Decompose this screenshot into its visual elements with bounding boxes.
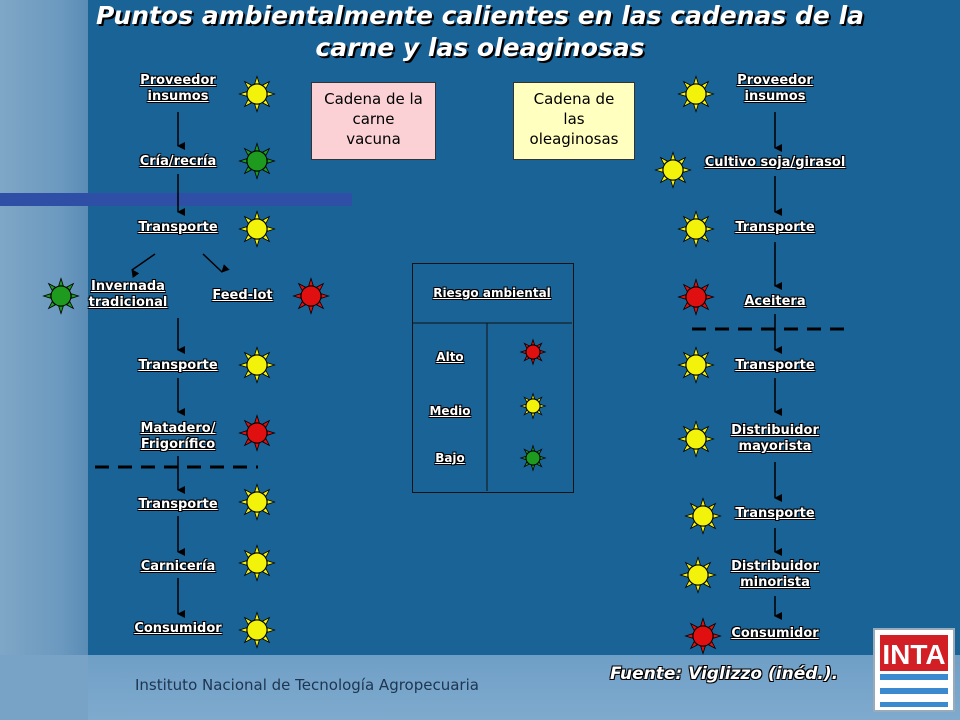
inta-logo-graphic xyxy=(875,630,953,710)
slide-title: Puntos ambientalmente calientes en las cadenas de la carne y las oleaginosas xyxy=(95,1,865,62)
node-consumidor-right: Consumidor xyxy=(731,626,819,641)
node-distribuidor-mayorista: Distribuidor mayorista xyxy=(731,423,819,454)
node-distribuidor-minorista: Distribuidor minorista xyxy=(731,559,819,590)
sun-icon-left-1 xyxy=(240,144,275,179)
sun-icon-left-9 xyxy=(240,613,275,648)
sun-icon-left-7 xyxy=(240,485,275,520)
sun-icon-left-8 xyxy=(240,546,275,581)
legend-title: Riesgo ambiental xyxy=(433,286,551,300)
sun-icon-right-5 xyxy=(679,422,714,457)
node-matadero: Matadero/ Frigorífico xyxy=(140,421,216,452)
node-consumidor-left: Consumidor xyxy=(134,621,222,636)
sun-icon-right-4 xyxy=(679,348,714,383)
node-proveedor-insumos-right: Proveedor insumos xyxy=(737,73,813,104)
legend-medio-label: Medio xyxy=(429,404,471,418)
legend-bajo-label: Bajo xyxy=(435,451,465,465)
inta-logo xyxy=(873,628,955,712)
node-transporte-left-2: Transporte xyxy=(138,358,218,373)
sun-icon-right-7 xyxy=(681,558,716,593)
node-cultivo: Cultivo soja/girasol xyxy=(704,155,846,170)
sun-icon-right-0 xyxy=(679,77,714,112)
sun-icon-left-3 xyxy=(44,279,79,314)
node-transporte-left-1: Transporte xyxy=(138,220,218,235)
sun-icon-left-0 xyxy=(240,77,275,112)
node-transporte-right-2: Transporte xyxy=(735,358,815,373)
box-cadena-carne-text: Cadena de la carne vacuna xyxy=(324,90,423,148)
node-transporte-right-1: Transporte xyxy=(735,220,815,235)
node-feed-lot: Feed-lot xyxy=(212,288,273,303)
arrow xyxy=(203,254,222,272)
logo-text: INTA xyxy=(882,639,946,670)
box-cadena-oleaginosas xyxy=(513,82,635,160)
sun-icon-right-1 xyxy=(656,153,691,188)
sun-icon-right-3 xyxy=(679,280,714,315)
sun-icon-left-6 xyxy=(240,416,275,451)
sun-icon-left-5 xyxy=(240,348,275,383)
sun-icon-left-2 xyxy=(240,212,275,247)
source-note: Fuente: Viglizzo (inéd.). xyxy=(610,664,839,684)
node-aceitera: Aceitera xyxy=(744,294,806,309)
footer-institution: Instituto Nacional de Tecnología Agropecuaria xyxy=(135,676,479,694)
node-transporte-left-3: Transporte xyxy=(138,497,218,512)
node-invernada: Invernada tradicional xyxy=(88,279,168,310)
legend-alto-label: Alto xyxy=(436,350,464,364)
node-proveedor-insumos-left: Proveedor insumos xyxy=(140,73,216,104)
box-cadena-oleaginosas-text: Cadena de las oleaginosas xyxy=(529,90,619,148)
node-carniceria: Carnicería xyxy=(140,559,216,574)
node-transporte-right-3: Transporte xyxy=(735,506,815,521)
sun-icon-right-2 xyxy=(679,212,714,247)
box-cadena-carne xyxy=(311,82,436,160)
arrow xyxy=(132,254,155,270)
sun-icon-left-4 xyxy=(294,279,329,314)
node-cria-recria: Cría/recría xyxy=(139,154,217,169)
